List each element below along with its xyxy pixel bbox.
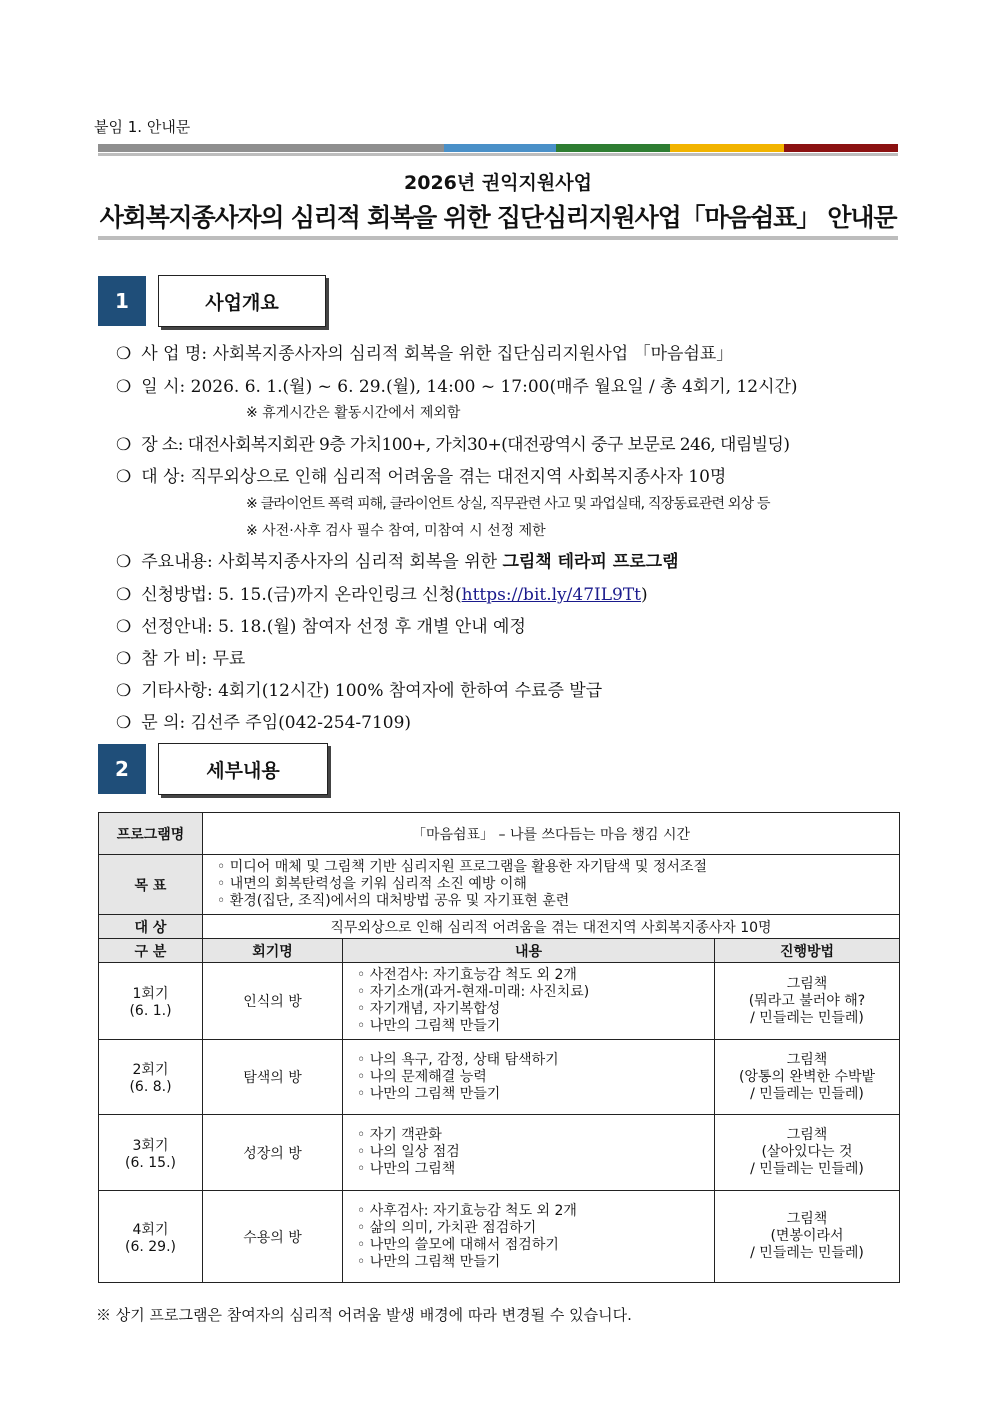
doc-title: 사회복지종사자의 심리적 회복을 위한 집단심리지원사업「마음쉼표」 안내문 [99, 203, 897, 232]
list-item: ◦ 나의 일상 점검 [357, 1144, 460, 1160]
session-no: 4회기 (6. 29.) [99, 1191, 203, 1283]
session-content [343, 1191, 715, 1283]
list-item: ◦ 나만의 그림책 만들기 [357, 1085, 501, 1102]
goal-list [203, 855, 900, 915]
session-no: 3회기 (6. 15.) [99, 1115, 203, 1191]
overview-etc: ❍ 기타사항: 4회기(12시간) 100% 참여자에 한하여 수료증 발급 [116, 681, 603, 701]
session-method: 그림책 (살아있다는 것 / 민들레는 민들레) [715, 1115, 900, 1191]
section-number: 2 [98, 744, 146, 794]
session-no: 1회기 (6. 1.) [99, 963, 203, 1040]
overview-date: ❍ 일 시: 2026. 6. 1.(월) ~ 6. 29.(월), 14:00 ~ 17:00(매주 월요일 / 총 4회기, 12시간) [116, 377, 798, 397]
session-content [343, 1040, 715, 1115]
list-item: ◦ 나의 문제해결 능력 [357, 1068, 487, 1085]
program-label: 프로그램명 [99, 813, 203, 855]
table-row [99, 915, 900, 939]
overview-select: ❍ 선정안내: 5. 18.(월) 참여자 선정 후 개별 안내 예정 [116, 617, 526, 637]
list-item: ◦ 나만의 그림책 만들기 [357, 1253, 501, 1270]
table-row [99, 963, 900, 1040]
target-label: 대 상 [99, 915, 203, 939]
goal-label: 목 표 [99, 855, 203, 915]
table-row [99, 1115, 900, 1191]
column-header: 진행방법 [715, 939, 900, 963]
list-item: ◦ 미디어 매체 및 그림책 기반 심리지원 프로그램을 활용한 자기탐색 및 정서조절 [217, 859, 707, 875]
session-content [343, 1115, 715, 1191]
list-item: ◦ 나만의 그림책 만들기 [357, 1018, 501, 1034]
section-title: 세부내용 [158, 743, 328, 795]
session-name: 탐색의 방 [203, 1040, 343, 1115]
session-name: 인식의 방 [203, 963, 343, 1040]
session-method: 그림책 (뭐라고 불러야 해? / 민들레는 민들레) [715, 963, 900, 1040]
session-name: 성장의 방 [203, 1115, 343, 1191]
column-header: 구 분 [99, 939, 203, 963]
list-item: ◦ 삶의 의미, 가치관 점검하기 [357, 1219, 537, 1236]
list-item: ◦ 나의 욕구, 감정, 상태 탐색하기 [357, 1051, 559, 1068]
target-note: ※ 사전·사후 검사 필수 참여, 미참여 시 선정 제한 [246, 523, 546, 539]
session-method: 그림책 (면봉이라서 / 민들레는 민들레) [715, 1191, 900, 1283]
footer-note: ※ 상기 프로그램은 참여자의 심리적 어려움 발생 배경에 따라 변경될 수 있습니다. [96, 1306, 632, 1324]
list-item: ◦ 나만의 그림책 [357, 1161, 456, 1177]
table-row [99, 1040, 900, 1115]
table-header-row [99, 939, 900, 963]
list-item: ◦ 자기개념, 자기복합성 [357, 1001, 501, 1017]
section-title: 사업개요 [158, 275, 326, 327]
list-item: ◦ 나만의 쓸모에 대해서 점검하기 [357, 1236, 559, 1253]
target-note: ※ 클라이언트 폭력 피해, 클라이언트 상실, 직무관련 사고 및 과업실태, 직장동료관련 외상 등 [246, 496, 770, 512]
doc-subtitle: 2026년 권익지원사업 [404, 172, 592, 194]
divider [98, 153, 898, 156]
list-item: ◦ 내면의 회복탄력성을 키워 심리적 소진 예방 이해 [217, 876, 527, 892]
attachment-label: 붙임 1. 안내문 [94, 118, 191, 136]
list-item: ◦ 자기 객관화 [357, 1127, 442, 1143]
program-value: 「마음쉼표」 – 나를 쓰다듬는 마음 챙김 시간 [203, 813, 900, 855]
overview-fee: ❍ 참 가 비: 무료 [116, 649, 246, 669]
list-item: ◦ 사후검사: 자기효능감 척도 외 2개 [357, 1202, 577, 1219]
overview-place: ❍ 장 소: 대전사회복지회관 9층 가치100+, 가치30+(대전광역시 중구 보문로 246, 대림빌딩) [116, 435, 790, 455]
program-table [98, 812, 900, 1283]
color-bar [98, 144, 898, 152]
overview-apply: ❍ 신청방법: 5. 15.(금)까지 온라인링크 신청(https://bit.ly/47IL9Tt) [116, 585, 648, 605]
list-item: ◦ 자기소개(과거-현재-미래: 사진치료) [357, 984, 590, 1000]
column-header: 회기명 [203, 939, 343, 963]
overview-target: ❍ 대 상: 직무외상으로 인해 심리적 어려움을 겪는 대전지역 사회복지종사자 10명 [116, 467, 727, 487]
overview-name: ❍ 사 업 명: 사회복지종사자의 심리적 회복을 위한 집단심리지원사업 「마음쉼표」 [116, 344, 734, 364]
list-item: ◦ 환경(집단, 조직)에서의 대처방법 공유 및 자기표현 훈련 [217, 893, 570, 909]
session-method: 그림책 (앙통의 완벽한 수박밭 / 민들레는 민들레) [715, 1040, 900, 1115]
column-header: 내용 [343, 939, 715, 963]
session-content [343, 963, 715, 1040]
table-row [99, 1191, 900, 1283]
target-value: 직무외상으로 인해 심리적 어려움을 겪는 대전지역 사회복지종사자 10명 [203, 915, 900, 939]
table-row [99, 813, 900, 855]
list-item: ◦ 사전검사: 자기효능감 척도 외 2개 [357, 967, 577, 983]
overview-content: ❍ 주요내용: 사회복지종사자의 심리적 회복을 위한 그림책 테라피 프로그램 [116, 552, 679, 572]
apply-link[interactable]: https://bit.ly/47IL9Tt [461, 585, 642, 605]
table-row [99, 855, 900, 915]
date-note: ※ 휴게시간은 활동시간에서 제외함 [246, 405, 461, 421]
session-name: 수용의 방 [203, 1191, 343, 1283]
section-number: 1 [98, 276, 146, 326]
session-no: 2회기 (6. 8.) [99, 1040, 203, 1115]
overview-contact: ❍ 문 의: 김선주 주임(042-254-7109) [116, 713, 412, 733]
divider [98, 236, 898, 240]
